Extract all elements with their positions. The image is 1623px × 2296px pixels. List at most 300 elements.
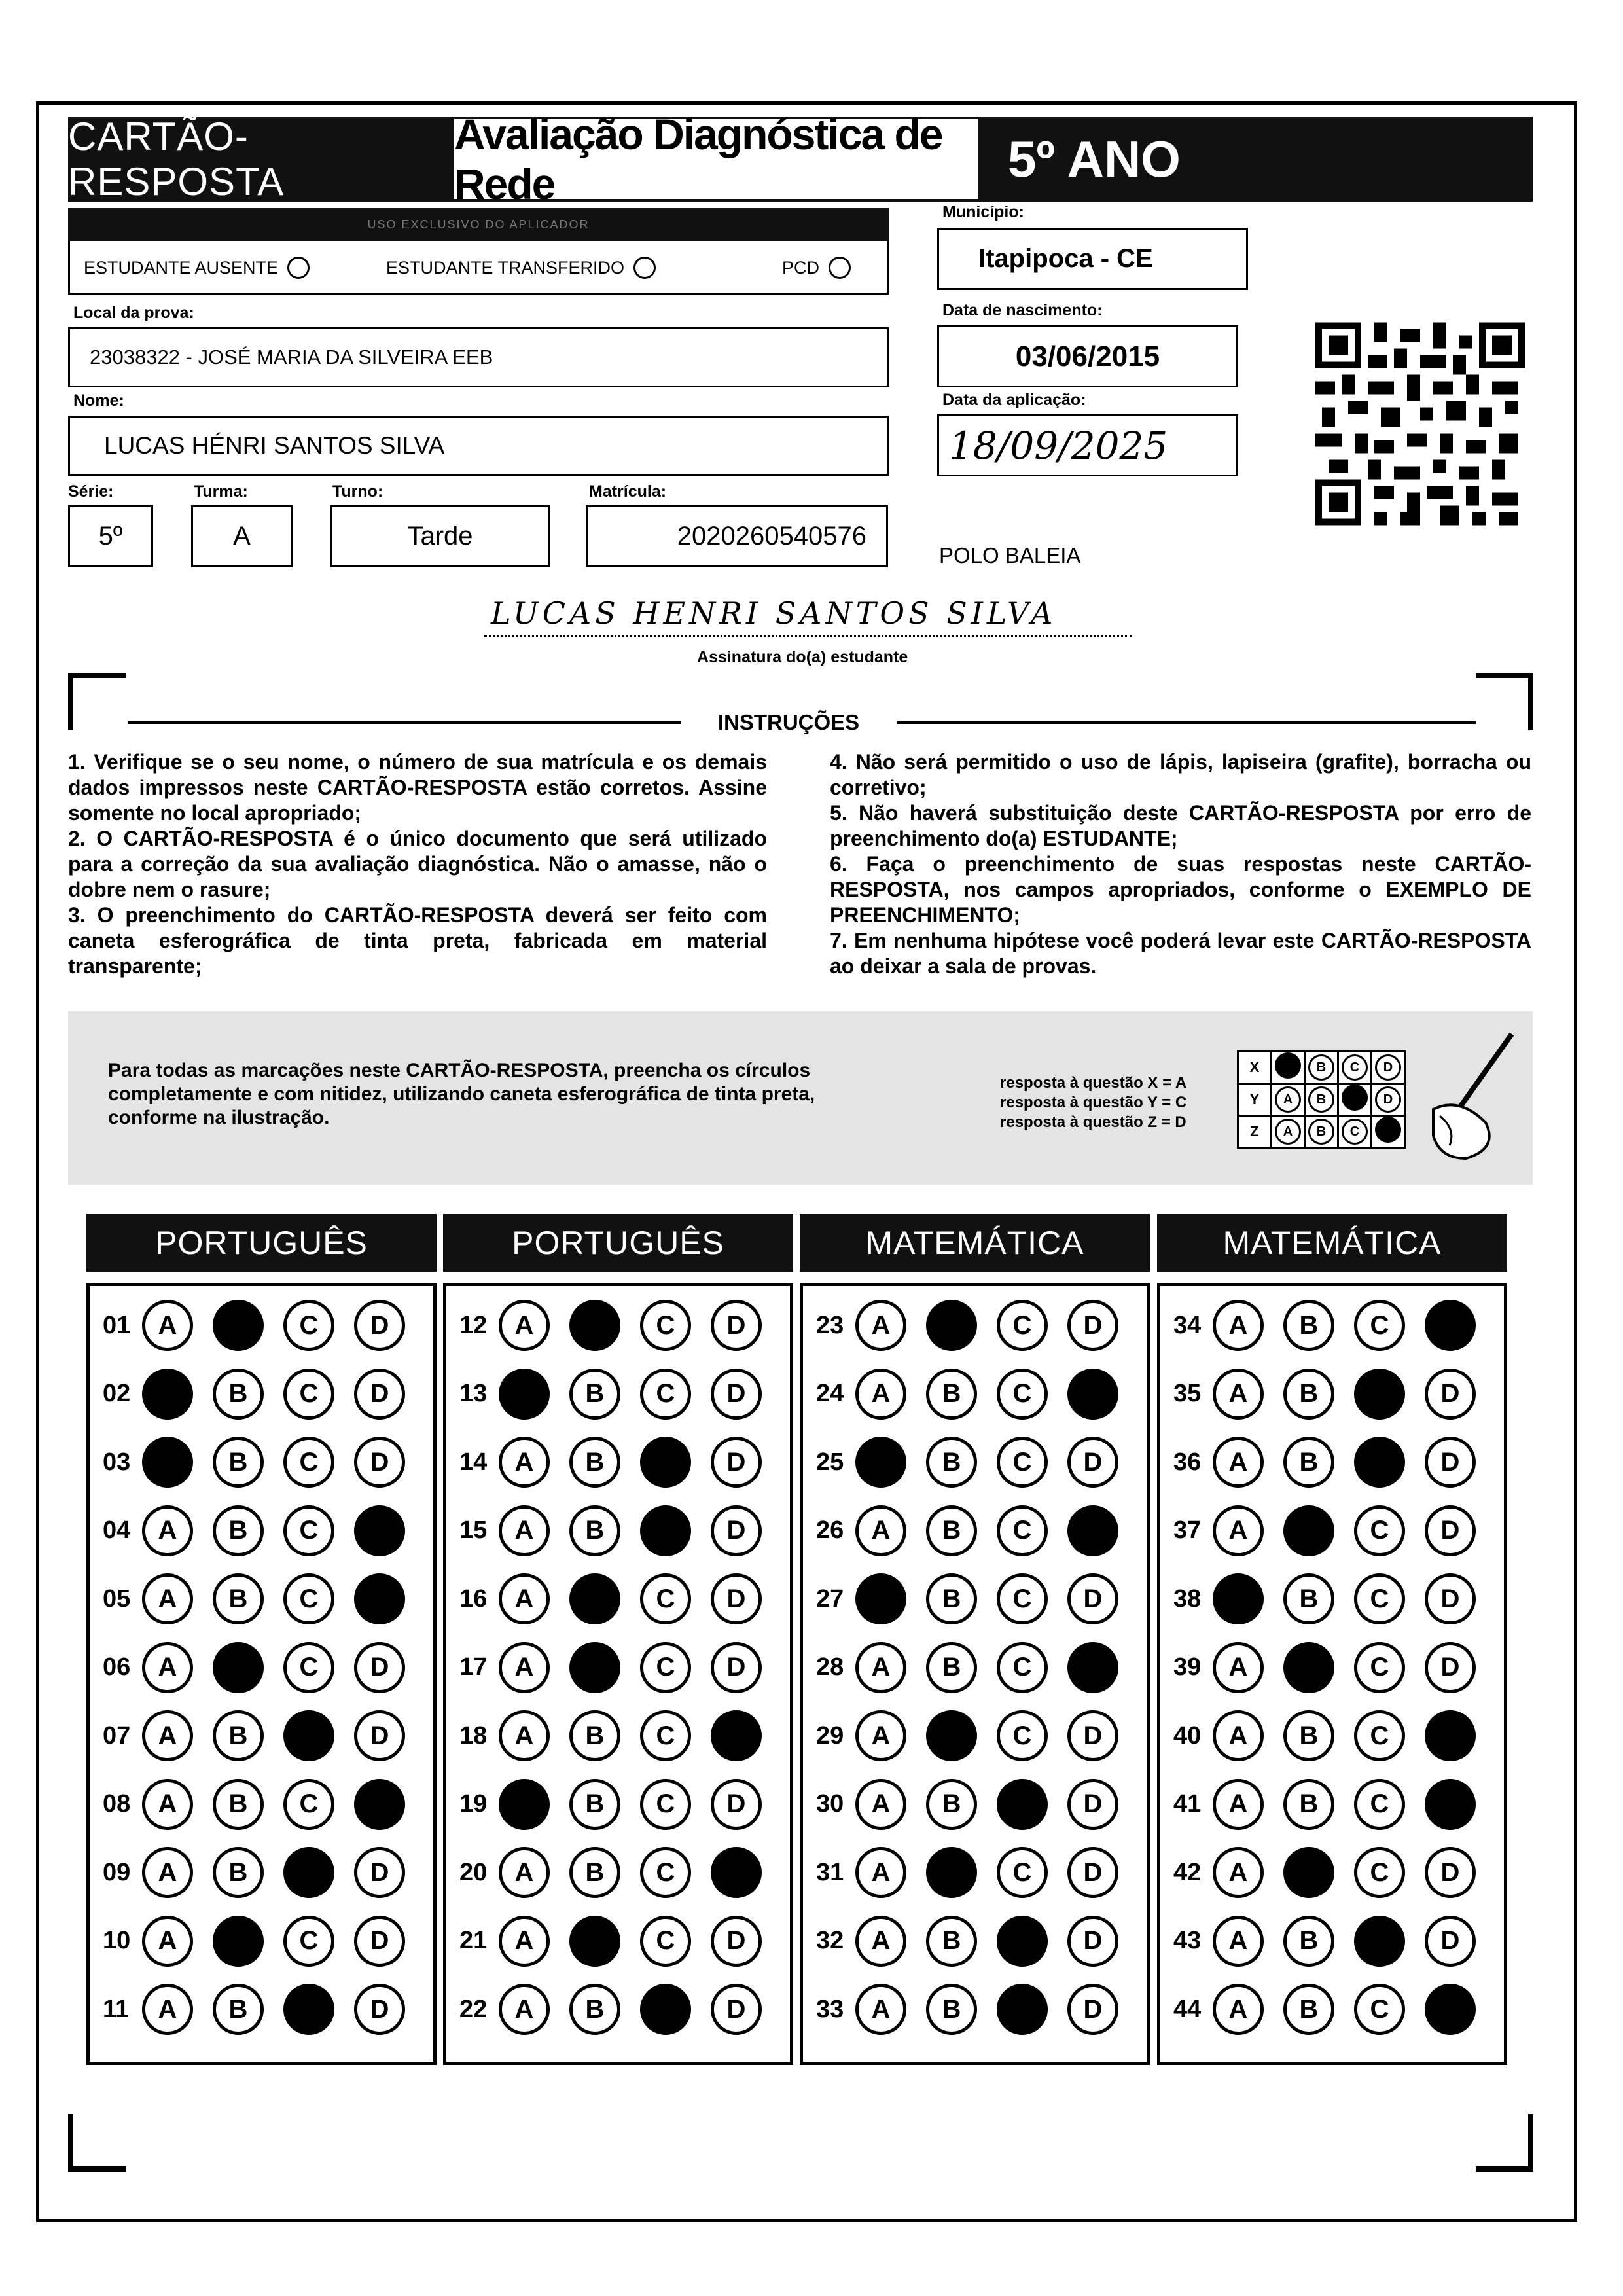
answer-bubble-b[interactable]: B: [926, 1779, 977, 1830]
answer-bubble-d[interactable]: D: [1067, 1573, 1118, 1624]
answer-bubble-c[interactable]: C: [283, 1369, 334, 1420]
answer-bubble-b[interactable]: B: [213, 1710, 264, 1761]
example-bubble: C: [1342, 1119, 1368, 1145]
question-row: [459, 1638, 781, 1697]
birth-field: 03/06/2015: [937, 325, 1238, 387]
instruction-7: 7. Em nenhuma hipótese você poderá levar este CARTÃO-RESPOSTA ao deixar a sala de provas.: [830, 929, 1531, 978]
example-bubble: [1375, 1117, 1401, 1143]
answer-bubble-a[interactable]: A: [499, 1573, 550, 1624]
answer-bubble-d[interactable]: [1425, 1984, 1476, 2035]
question-number: 08: [103, 1790, 131, 1818]
answer-bubble-b[interactable]: B: [569, 1710, 620, 1761]
question-number: 35: [1173, 1380, 1202, 1407]
answer-bubble-a[interactable]: A: [1213, 1984, 1264, 2035]
question-number: 44: [1173, 1995, 1202, 2023]
example-row: [1238, 1116, 1405, 1148]
answer-bubble-a[interactable]: A: [142, 1505, 193, 1556]
question-number: 42: [1173, 1858, 1202, 1886]
answer-bubble-b[interactable]: B: [1283, 1916, 1334, 1967]
grade-title: 5º ANO: [1008, 130, 1181, 188]
answer-bubble-b[interactable]: B: [213, 1437, 264, 1488]
answer-bubble-d[interactable]: D: [354, 1984, 405, 2035]
absent-bubble[interactable]: [287, 257, 310, 279]
answer-bubble-b[interactable]: B: [213, 1369, 264, 1420]
answer-bubble-b[interactable]: [213, 1642, 264, 1693]
transferred-bubble[interactable]: [633, 257, 656, 279]
grade-field: 5º: [68, 505, 153, 567]
example-cell: [1305, 1052, 1338, 1084]
answer-bubble-a[interactable]: A: [855, 1779, 906, 1830]
answer-bubble-c[interactable]: C: [997, 1300, 1048, 1351]
answer-bubble-c[interactable]: [997, 1984, 1048, 2035]
answer-bubble-b[interactable]: [1283, 1642, 1334, 1693]
name-field: LUCAS HÉNRI SANTOS SILVA: [68, 416, 889, 476]
answer-bubble-a[interactable]: A: [142, 1573, 193, 1624]
answer-bubble-b[interactable]: B: [926, 1984, 977, 2035]
answer-bubble-d[interactable]: D: [1067, 1779, 1118, 1830]
question-row: [1173, 1296, 1495, 1355]
question-row: [1173, 1706, 1495, 1765]
subject-header: MATEMÁTICA: [1157, 1214, 1507, 1272]
answer-bubble-b[interactable]: B: [213, 1984, 264, 2035]
answer-bubble-c[interactable]: C: [640, 1710, 691, 1761]
answer-bubble-a[interactable]: [855, 1437, 906, 1488]
answer-bubble-c[interactable]: C: [1354, 1505, 1405, 1556]
answer-bubble-a[interactable]: A: [855, 1369, 906, 1420]
example-bubble: [1342, 1085, 1368, 1111]
answer-bubble-b[interactable]: B: [926, 1642, 977, 1693]
answer-bubble-b[interactable]: [1283, 1505, 1334, 1556]
question-number: 13: [459, 1380, 488, 1407]
answer-bubble-d[interactable]: [1425, 1779, 1476, 1830]
answer-bubble-b[interactable]: B: [1283, 1573, 1334, 1624]
answer-bubble-c[interactable]: [283, 1710, 334, 1761]
answer-bubble-c[interactable]: C: [1354, 1779, 1405, 1830]
example-row: [1238, 1084, 1405, 1116]
application-date-field: 18/09/2025: [937, 414, 1238, 476]
answer-bubble-d[interactable]: D: [1067, 1710, 1118, 1761]
answer-bubble-d[interactable]: D: [354, 1710, 405, 1761]
answer-bubble-a[interactable]: [142, 1437, 193, 1488]
answer-bubble-d[interactable]: D: [354, 1847, 405, 1898]
signature-line: [484, 635, 1132, 637]
answer-bubble-d[interactable]: D: [1425, 1642, 1476, 1693]
answer-bubble-d[interactable]: D: [1425, 1505, 1476, 1556]
answer-bubble-c[interactable]: C: [640, 1300, 691, 1351]
question-row: [459, 1706, 781, 1765]
answer-bubble-a[interactable]: A: [1213, 1916, 1264, 1967]
question-number: 07: [103, 1721, 131, 1749]
answer-bubble-d[interactable]: D: [1067, 1916, 1118, 1967]
example-bubble: C: [1342, 1054, 1368, 1081]
answer-bubble-a[interactable]: A: [855, 1710, 906, 1761]
answer-column: [800, 1283, 1150, 2065]
answer-bubble-a[interactable]: A: [1213, 1505, 1264, 1556]
answer-bubble-a[interactable]: A: [142, 1984, 193, 2035]
legend-x: resposta à questão X = A: [1000, 1074, 1187, 1092]
answer-bubble-c[interactable]: C: [997, 1505, 1048, 1556]
example-cell: [1372, 1052, 1405, 1084]
pcd-option[interactable]: [782, 257, 851, 279]
question-row: [816, 1980, 1138, 2039]
answer-bubble-b[interactable]: B: [213, 1847, 264, 1898]
question-row: [816, 1706, 1138, 1765]
question-number: 20: [459, 1858, 488, 1886]
example-row-label: Y: [1238, 1084, 1272, 1116]
answer-bubble-a[interactable]: [499, 1779, 550, 1830]
answer-bubble-c[interactable]: [1354, 1369, 1405, 1420]
answer-bubble-b[interactable]: B: [213, 1505, 264, 1556]
answer-bubble-c[interactable]: C: [1354, 1642, 1405, 1693]
answer-bubble-c[interactable]: C: [640, 1573, 691, 1624]
answer-bubble-c[interactable]: C: [997, 1847, 1048, 1898]
question-number: 09: [103, 1858, 131, 1886]
answer-bubble-c[interactable]: [997, 1779, 1048, 1830]
applicator-bar: USO EXCLUSIVO DO APLICADOR: [68, 208, 889, 241]
answer-bubble-c[interactable]: C: [997, 1710, 1048, 1761]
answer-bubble-c[interactable]: C: [283, 1779, 334, 1830]
answer-bubble-b[interactable]: [569, 1573, 620, 1624]
answer-bubble-c[interactable]: [640, 1505, 691, 1556]
instruction-4: 4. Não será permitido o uso de lápis, lapiseira (grafite), borracha ou corretivo;: [830, 750, 1531, 799]
question-row: [1173, 1570, 1495, 1628]
answer-bubble-d[interactable]: D: [354, 1642, 405, 1693]
answer-bubble-b[interactable]: [926, 1710, 977, 1761]
question-row: [1173, 1980, 1495, 2039]
example-bubble: B: [1308, 1054, 1334, 1081]
answer-bubble-b[interactable]: B: [1283, 1369, 1334, 1420]
answer-column: [1157, 1283, 1507, 2065]
answer-bubble-b[interactable]: B: [926, 1573, 977, 1624]
question-row: [103, 1570, 425, 1628]
question-number: 02: [103, 1380, 131, 1407]
instruction-1: 1. Verifique se o seu nome, o número de sua matrícula e os demais dados impressos neste CARTÃO-RESPOSTA estão corretos. Assine somente no local apropriado;: [68, 750, 767, 825]
answer-bubble-d[interactable]: D: [711, 1505, 762, 1556]
answer-bubble-d[interactable]: [354, 1573, 405, 1624]
answer-bubble-c[interactable]: C: [640, 1779, 691, 1830]
answer-bubble-a[interactable]: A: [1213, 1710, 1264, 1761]
answer-bubble-d[interactable]: [1067, 1642, 1118, 1693]
instruction-2: 2. O CARTÃO-RESPOSTA é o único documento que será utilizado para a correção da sua avaliação diagnóstica. Não o amasse, não o dobre nem o rasure;: [68, 827, 767, 901]
answer-bubble-b[interactable]: B: [213, 1573, 264, 1624]
answer-bubble-d[interactable]: D: [354, 1916, 405, 1967]
answer-bubble-d[interactable]: D: [1067, 1300, 1118, 1351]
answer-bubble-c[interactable]: C: [640, 1642, 691, 1693]
answer-bubble-c[interactable]: C: [997, 1369, 1048, 1420]
answer-bubble-a[interactable]: A: [1213, 1369, 1264, 1420]
answer-bubble-b[interactable]: B: [569, 1847, 620, 1898]
question-number: 12: [459, 1311, 488, 1339]
instruction-3: 3. O preenchimento do CARTÃO-RESPOSTA deverá ser feito com caneta esferográfica de tinta preta, fabricada em material transparente;: [68, 903, 767, 978]
example-legend: [1000, 1073, 1186, 1132]
question-row: [103, 1638, 425, 1697]
answer-bubble-b[interactable]: B: [1283, 1300, 1334, 1351]
answer-bubble-c[interactable]: C: [283, 1916, 334, 1967]
answer-bubble-d[interactable]: [354, 1779, 405, 1830]
class-field: A: [191, 505, 293, 567]
answer-bubble-c[interactable]: C: [640, 1369, 691, 1420]
instruction-5: 5. Não haverá substituição deste CARTÃO-RESPOSTA por erro de preenchimento do(a) ESTUDANTE;: [830, 801, 1531, 850]
answer-bubble-d[interactable]: D: [354, 1369, 405, 1420]
answer-bubble-a[interactable]: A: [499, 1710, 550, 1761]
answer-bubble-d[interactable]: D: [711, 1779, 762, 1830]
answer-bubble-d[interactable]: [354, 1505, 405, 1556]
answer-bubble-a[interactable]: A: [142, 1847, 193, 1898]
question-row: [103, 1980, 425, 2039]
question-number: 34: [1173, 1311, 1202, 1339]
question-number: 32: [816, 1927, 844, 1954]
answer-bubble-d[interactable]: D: [354, 1437, 405, 1488]
pen-hand-icon: [1420, 1031, 1518, 1162]
question-row: [1173, 1843, 1495, 1902]
question-number: 29: [816, 1721, 844, 1749]
example-row-label: Z: [1238, 1116, 1272, 1148]
corner-mark-top-right: [1476, 673, 1533, 730]
answer-bubble-c[interactable]: C: [1354, 1573, 1405, 1624]
answer-bubble-d[interactable]: D: [711, 1369, 762, 1420]
question-number: 03: [103, 1448, 131, 1476]
answer-bubble-d[interactable]: [1067, 1369, 1118, 1420]
question-row: [816, 1570, 1138, 1628]
answer-column: [86, 1283, 437, 2065]
question-number: 01: [103, 1311, 131, 1339]
pcd-label: PCD: [782, 257, 820, 278]
answer-bubble-d[interactable]: D: [354, 1300, 405, 1351]
answer-bubble-a[interactable]: [499, 1369, 550, 1420]
question-row: [459, 1843, 781, 1902]
question-row: [816, 1638, 1138, 1697]
answer-bubble-a[interactable]: A: [1213, 1437, 1264, 1488]
question-number: 37: [1173, 1516, 1202, 1544]
legend-y: resposta à questão Y = C: [1000, 1094, 1187, 1111]
instructions-left: [68, 749, 767, 979]
answer-bubble-b[interactable]: B: [926, 1437, 977, 1488]
transferred-option[interactable]: [386, 257, 656, 279]
shift-field: Tarde: [330, 505, 550, 567]
corner-mark-bottom-left: [68, 2114, 126, 2172]
answer-bubble-a[interactable]: A: [142, 1779, 193, 1830]
answer-bubble-b[interactable]: B: [569, 1779, 620, 1830]
subject-header: PORTUGUÊS: [443, 1214, 793, 1272]
answer-bubble-d[interactable]: [1425, 1300, 1476, 1351]
answer-bubble-a[interactable]: A: [1213, 1642, 1264, 1693]
absent-option[interactable]: [84, 257, 310, 279]
question-row: [459, 1433, 781, 1492]
question-number: 11: [103, 1995, 130, 2023]
answer-bubble-d[interactable]: D: [711, 1642, 762, 1693]
answer-bubble-b[interactable]: B: [1283, 1710, 1334, 1761]
question-number: 14: [459, 1448, 488, 1476]
answer-bubble-c[interactable]: [1354, 1437, 1405, 1488]
answer-bubble-c[interactable]: C: [997, 1642, 1048, 1693]
example-cell: [1372, 1084, 1405, 1116]
question-row: [816, 1843, 1138, 1902]
answer-bubble-d[interactable]: D: [1067, 1984, 1118, 2035]
answer-bubble-a[interactable]: A: [142, 1300, 193, 1351]
answer-bubble-b[interactable]: B: [569, 1984, 620, 2035]
question-row: [459, 1912, 781, 1971]
answer-bubble-a[interactable]: A: [142, 1710, 193, 1761]
question-number: 05: [103, 1585, 131, 1613]
answer-bubble-a[interactable]: A: [855, 1642, 906, 1693]
example-bubble: A: [1275, 1086, 1301, 1113]
example-cell: [1272, 1052, 1305, 1084]
answer-bubble-a[interactable]: A: [855, 1984, 906, 2035]
answer-bubble-b[interactable]: [569, 1300, 620, 1351]
instructions-title: INSTRUÇÕES: [681, 710, 897, 735]
answer-bubble-a[interactable]: A: [499, 1984, 550, 2035]
example-cell: [1272, 1084, 1305, 1116]
answer-bubble-a[interactable]: A: [142, 1916, 193, 1967]
answer-bubble-a[interactable]: A: [499, 1847, 550, 1898]
question-number: 43: [1173, 1927, 1202, 1954]
answer-bubble-c[interactable]: [283, 1984, 334, 2035]
question-row: [1173, 1638, 1495, 1697]
question-row: [103, 1912, 425, 1971]
answer-bubble-a[interactable]: A: [1213, 1847, 1264, 1898]
answer-bubble-d[interactable]: D: [1425, 1573, 1476, 1624]
question-row: [103, 1501, 425, 1560]
answer-bubble-c[interactable]: C: [1354, 1710, 1405, 1761]
name-label: Nome:: [73, 391, 124, 410]
answer-bubble-d[interactable]: D: [1425, 1369, 1476, 1420]
question-number: 19: [459, 1790, 488, 1818]
answer-bubble-a[interactable]: A: [855, 1916, 906, 1967]
answer-bubble-b[interactable]: B: [213, 1779, 264, 1830]
example-grid: [1237, 1050, 1406, 1149]
answer-bubble-a[interactable]: A: [499, 1916, 550, 1967]
answer-bubble-d[interactable]: D: [1067, 1847, 1118, 1898]
answer-bubble-a[interactable]: A: [499, 1437, 550, 1488]
question-number: 28: [816, 1653, 844, 1681]
answer-bubble-b[interactable]: B: [569, 1437, 620, 1488]
answer-bubble-b[interactable]: B: [926, 1916, 977, 1967]
answer-bubble-c[interactable]: [1354, 1916, 1405, 1967]
question-row: [459, 1775, 781, 1834]
answer-bubble-d[interactable]: D: [711, 1300, 762, 1351]
answer-bubble-c[interactable]: [997, 1916, 1048, 1967]
question-row: [1173, 1501, 1495, 1560]
pcd-bubble[interactable]: [829, 257, 851, 279]
question-row: [459, 1501, 781, 1560]
example-bubble: B: [1308, 1086, 1334, 1113]
question-row: [816, 1365, 1138, 1424]
answer-bubble-d[interactable]: [711, 1847, 762, 1898]
answer-bubble-d[interactable]: D: [711, 1573, 762, 1624]
answer-column: [443, 1283, 793, 2065]
question-row: [103, 1775, 425, 1834]
answer-bubble-b[interactable]: [926, 1300, 977, 1351]
question-row: [459, 1296, 781, 1355]
answer-bubble-c[interactable]: C: [1354, 1300, 1405, 1351]
answer-bubble-d[interactable]: [1067, 1505, 1118, 1556]
answer-bubble-a[interactable]: A: [1213, 1779, 1264, 1830]
question-number: 31: [816, 1858, 844, 1886]
answer-bubble-d[interactable]: D: [1067, 1437, 1118, 1488]
answer-bubble-c[interactable]: C: [283, 1573, 334, 1624]
answer-bubble-b[interactable]: [1283, 1847, 1334, 1898]
city-field: Itapipoca - CE: [937, 228, 1248, 290]
answer-bubble-c[interactable]: [283, 1847, 334, 1898]
answer-bubble-a[interactable]: A: [855, 1300, 906, 1351]
example-bubble: D: [1375, 1054, 1401, 1081]
answer-bubble-b[interactable]: [926, 1847, 977, 1898]
answer-bubble-d[interactable]: [1425, 1710, 1476, 1761]
question-row: [1173, 1775, 1495, 1834]
exam-location-label: Local da prova:: [73, 304, 194, 322]
question-row: [459, 1365, 781, 1424]
answer-bubble-d[interactable]: D: [711, 1437, 762, 1488]
answer-bubble-b[interactable]: [213, 1300, 264, 1351]
answer-bubble-d[interactable]: D: [1425, 1916, 1476, 1967]
answer-bubble-b[interactable]: B: [926, 1505, 977, 1556]
answer-bubble-b[interactable]: B: [926, 1369, 977, 1420]
answer-bubble-c[interactable]: C: [283, 1300, 334, 1351]
answer-bubble-a[interactable]: A: [1213, 1300, 1264, 1351]
answer-bubble-b[interactable]: [569, 1916, 620, 1967]
answer-bubble-d[interactable]: D: [1425, 1437, 1476, 1488]
answer-bubble-c[interactable]: C: [1354, 1984, 1405, 2035]
answer-bubble-a[interactable]: A: [499, 1642, 550, 1693]
answer-bubble-a[interactable]: A: [855, 1847, 906, 1898]
example-bubble: [1275, 1052, 1301, 1079]
answer-bubble-c[interactable]: C: [997, 1437, 1048, 1488]
polo-label: POLO BALEIA: [939, 543, 1081, 567]
answer-bubble-c[interactable]: [640, 1437, 691, 1488]
answer-bubble-b[interactable]: B: [1283, 1437, 1334, 1488]
answer-bubble-b[interactable]: B: [1283, 1984, 1334, 2035]
answer-bubble-d[interactable]: D: [711, 1984, 762, 2035]
question-row: [103, 1365, 425, 1424]
question-row: [103, 1706, 425, 1765]
answer-bubble-d[interactable]: D: [711, 1916, 762, 1967]
answer-bubble-a[interactable]: A: [499, 1505, 550, 1556]
answer-bubble-a[interactable]: [142, 1369, 193, 1420]
answer-bubble-c[interactable]: [640, 1984, 691, 2035]
example-row-label: X: [1238, 1052, 1272, 1084]
question-number: 40: [1173, 1721, 1202, 1749]
enrollment-field: 2020260540576: [586, 505, 888, 567]
answer-bubble-a[interactable]: A: [499, 1300, 550, 1351]
answer-bubble-a[interactable]: A: [142, 1642, 193, 1693]
answer-bubble-a[interactable]: [855, 1573, 906, 1624]
answer-bubble-c[interactable]: C: [640, 1916, 691, 1967]
answer-bubble-c[interactable]: C: [997, 1573, 1048, 1624]
answer-bubble-b[interactable]: B: [569, 1505, 620, 1556]
question-row: [103, 1843, 425, 1902]
answer-bubble-b[interactable]: [213, 1916, 264, 1967]
answer-bubble-b[interactable]: B: [569, 1369, 620, 1420]
example-cell: [1338, 1052, 1372, 1084]
answer-bubble-a[interactable]: [1213, 1573, 1264, 1624]
answer-bubble-c[interactable]: C: [283, 1505, 334, 1556]
answer-bubble-c[interactable]: C: [640, 1847, 691, 1898]
answer-bubble-c[interactable]: C: [283, 1437, 334, 1488]
question-number: 04: [103, 1516, 131, 1544]
question-number: 38: [1173, 1585, 1202, 1613]
answer-bubble-c[interactable]: C: [283, 1642, 334, 1693]
question-number: 22: [459, 1995, 488, 2023]
answer-bubble-b[interactable]: [569, 1642, 620, 1693]
answer-bubble-d[interactable]: D: [1425, 1847, 1476, 1898]
answer-bubble-d[interactable]: [711, 1710, 762, 1761]
birth-label: Data de nascimento:: [942, 301, 1103, 319]
subject-header: PORTUGUÊS: [86, 1214, 437, 1272]
answer-bubble-a[interactable]: A: [855, 1505, 906, 1556]
answer-bubble-b[interactable]: B: [1283, 1779, 1334, 1830]
answer-bubble-c[interactable]: C: [1354, 1847, 1405, 1898]
absent-label: ESTUDANTE AUSENTE: [84, 257, 279, 278]
